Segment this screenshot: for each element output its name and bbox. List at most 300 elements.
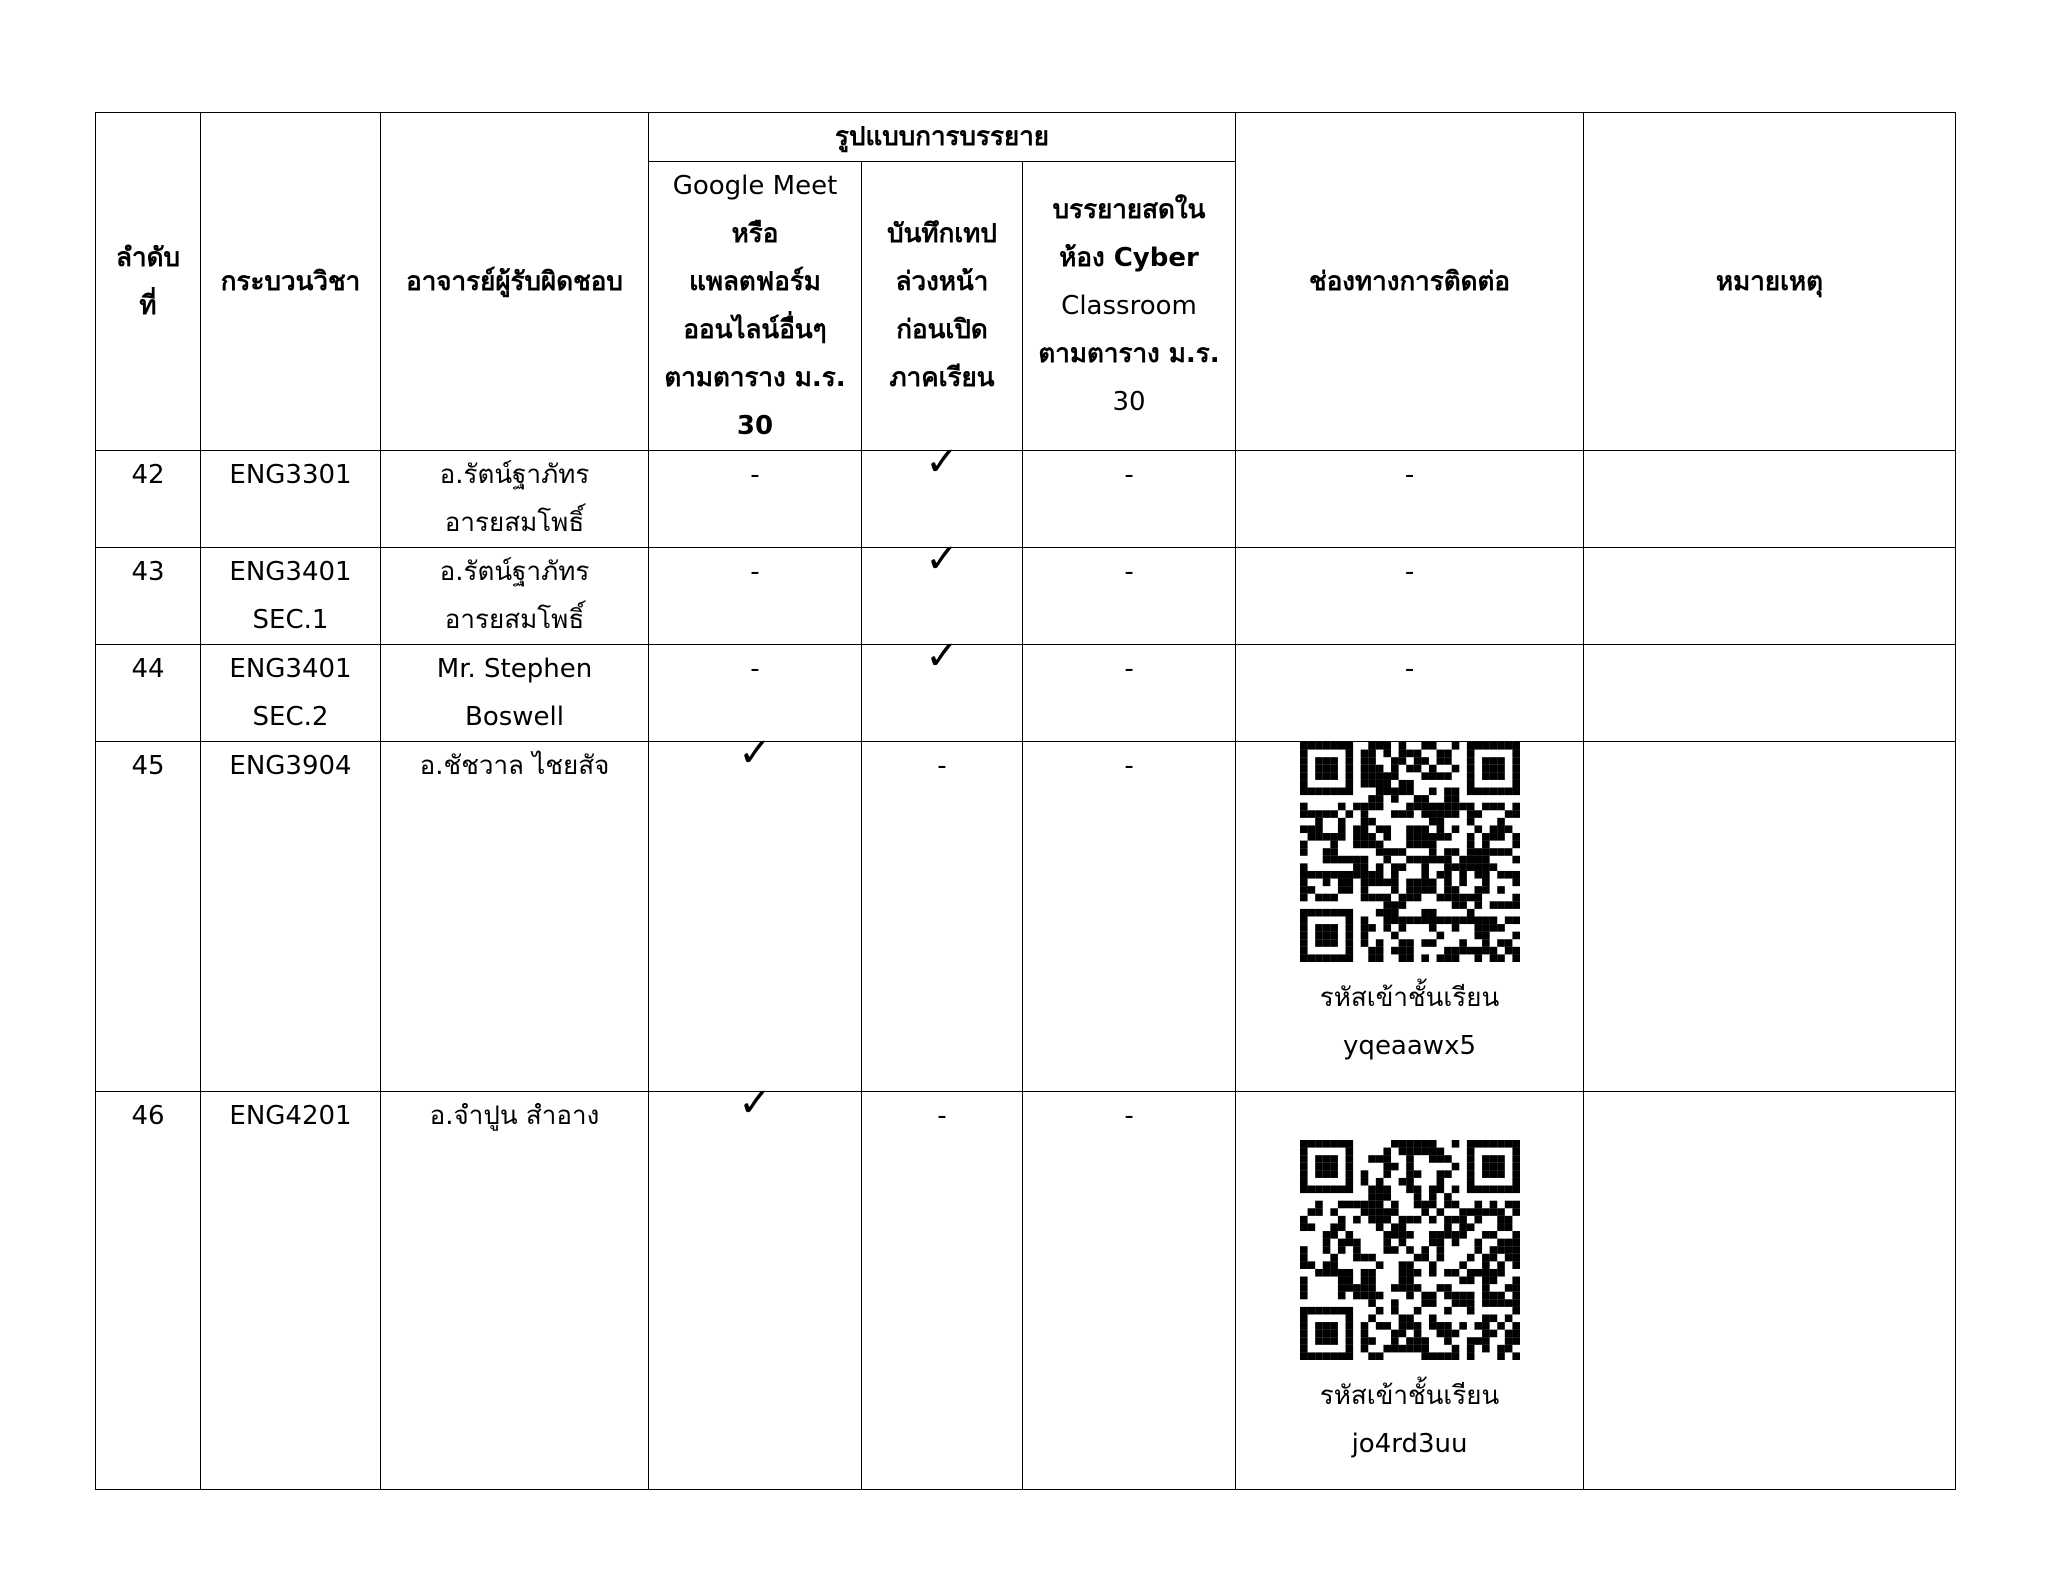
qr-code-icon[interactable] [1300,742,1520,962]
qr-module [1375,780,1383,788]
qr-module [1406,1246,1414,1254]
checkmark-icon: ✓ [925,633,959,679]
qr-module [1300,954,1308,962]
qr-module [1451,1269,1459,1277]
qr-module [1330,1330,1338,1338]
qr-module [1482,765,1490,773]
qr-module [1368,1352,1376,1360]
qr-module [1489,772,1497,780]
qr-module [1330,1186,1338,1194]
qr-module [1474,932,1482,940]
qr-module [1300,1322,1308,1330]
qr-module [1504,788,1512,796]
qr-module [1497,1299,1505,1307]
qr-module [1482,757,1490,765]
qr-module [1451,1239,1459,1247]
qr-module [1459,947,1467,955]
qr-module [1322,1155,1330,1163]
row-contact: - [1236,451,1584,548]
qr-module [1360,841,1368,849]
qr-module [1444,1330,1452,1338]
qr-module [1368,894,1376,902]
qr-module [1368,1269,1376,1277]
qr-module [1512,1186,1520,1194]
qr-module [1451,848,1459,856]
qr-module [1383,1246,1391,1254]
table-row [96,645,1956,742]
qr-module [1504,1345,1512,1353]
qr-module [1474,916,1482,924]
qr-module [1330,1163,1338,1171]
qr-module [1413,1201,1421,1209]
qr-module [1375,939,1383,947]
qr-module [1466,1163,1474,1171]
qr-module [1466,750,1474,758]
qr-module [1482,1231,1490,1239]
qr-module [1489,1254,1497,1262]
row-no: 42 [96,451,201,548]
qr-module [1300,1307,1308,1315]
qr-module [1315,818,1323,826]
qr-module [1375,894,1383,902]
qr-module [1330,1155,1338,1163]
qr-module [1368,1193,1376,1201]
qr-module [1337,1140,1345,1148]
qr-module [1391,772,1399,780]
qr-module [1300,1223,1308,1231]
qr-module [1474,1322,1482,1330]
qr-module [1436,1330,1444,1338]
qr-module [1353,863,1361,871]
qr-module [1482,871,1490,879]
qr-module [1497,742,1505,750]
qr-module [1353,1292,1361,1300]
qr-module [1375,1186,1383,1194]
qr-module [1436,757,1444,765]
qr-module [1444,1307,1452,1315]
qr-module [1345,939,1353,947]
qr-module [1300,742,1308,750]
qr-module [1345,1345,1353,1353]
qr-module [1398,848,1406,856]
qr-module [1307,810,1315,818]
qr-module [1383,916,1391,924]
qr-module [1504,871,1512,879]
checkmark-icon: ✓ [925,536,959,582]
qr-module [1482,1186,1490,1194]
qr-module [1368,1299,1376,1307]
qr-module [1489,1269,1497,1277]
qr-module [1482,1208,1490,1216]
qr-module [1315,1170,1323,1178]
qr-module [1368,1254,1376,1262]
qr-module [1512,1254,1520,1262]
qr-module [1330,1322,1338,1330]
qr-module [1391,932,1399,940]
qr-module [1322,833,1330,841]
qr-module [1322,909,1330,917]
qr-module [1345,1201,1353,1209]
qr-module [1413,879,1421,887]
qr-module [1474,856,1482,864]
qr-module [1300,1337,1308,1345]
qr-module [1444,803,1452,811]
qr-module [1489,788,1497,796]
qr-module [1406,1337,1414,1345]
qr-module [1353,1254,1361,1262]
qr-module [1345,947,1353,955]
qr-module [1451,795,1459,803]
qr-module [1466,1345,1474,1353]
qr-module [1315,1155,1323,1163]
qr-module [1391,1231,1399,1239]
qr-module [1444,833,1452,841]
qr-module [1307,871,1315,879]
qr-module [1300,848,1308,856]
qr-module [1512,1208,1520,1216]
qr-module [1474,1186,1482,1194]
qr-module [1489,1299,1497,1307]
qr-module [1345,1284,1353,1292]
qr-module [1436,1352,1444,1360]
qr-module [1300,765,1308,773]
qr-module [1375,1193,1383,1201]
qr-module [1451,1231,1459,1239]
qr-module [1482,1330,1490,1338]
qr-module [1406,750,1414,758]
qr-module [1489,1330,1497,1338]
qr-module [1398,788,1406,796]
qr-module [1504,848,1512,856]
qr-module [1444,1269,1452,1277]
qr-module [1322,1337,1330,1345]
qr-module [1444,947,1452,955]
qr-module [1345,1239,1353,1247]
qr-module [1512,901,1520,909]
qr-module [1504,810,1512,818]
qr-module [1300,1216,1308,1224]
qr-module [1466,1352,1474,1360]
qr-module [1512,780,1520,788]
qr-module [1451,894,1459,902]
qr-module [1391,1140,1399,1148]
row-notes [1584,1092,1956,1490]
qr-module [1466,1269,1474,1277]
qr-module [1360,924,1368,932]
qr-module [1345,924,1353,932]
qr-module [1428,1314,1436,1322]
qr-module [1398,1216,1406,1224]
qr-module [1322,742,1330,750]
qr-module [1428,924,1436,932]
qr-module [1512,1170,1520,1178]
qr-module [1512,932,1520,940]
qr-module [1353,1284,1361,1292]
qr-module [1482,833,1490,841]
qr-module [1428,1292,1436,1300]
qr-module [1368,1284,1376,1292]
row-recorded [862,439,1023,548]
qr-module [1459,1299,1467,1307]
qr-module [1345,1231,1353,1239]
qr-module [1428,879,1436,887]
qr-module [1428,886,1436,894]
header-recorded [862,162,1023,451]
qr-module [1504,916,1512,924]
qr-module [1489,1246,1497,1254]
qr-module [1375,879,1383,887]
qr-module [1337,1292,1345,1300]
qr-module [1360,1345,1368,1353]
qr-module [1444,772,1452,780]
qr-module [1444,1284,1452,1292]
qr-module [1466,848,1474,856]
qr-module [1315,833,1323,841]
qr-module [1497,1155,1505,1163]
qr-module [1413,765,1421,773]
qr-module [1330,848,1338,856]
qr-module [1322,1186,1330,1194]
qr-module [1322,848,1330,856]
qr-module [1474,825,1482,833]
qr-module [1406,1314,1414,1322]
qr-module [1391,795,1399,803]
qr-module [1383,879,1391,887]
qr-module [1504,1239,1512,1247]
qr-module [1489,901,1497,909]
header-live-line: บรรยายสดใน [1052,195,1206,225]
qr-module [1322,954,1330,962]
qr-module [1345,1314,1353,1322]
qr-module [1421,803,1429,811]
qr-module [1474,894,1482,902]
qr-module [1497,825,1505,833]
qr-module [1406,1170,1414,1178]
qr-module [1421,871,1429,879]
qr-module [1300,780,1308,788]
qr-module [1428,1155,1436,1163]
qr-module [1406,1178,1414,1186]
qr-module [1360,939,1368,947]
qr-module [1368,879,1376,887]
qr-module [1337,909,1345,917]
row-online: - [649,451,862,548]
qr-module [1512,871,1520,879]
qr-module [1466,803,1474,811]
checkmark-icon: ✓ [738,1080,772,1126]
qr-module [1444,1231,1452,1239]
qr-module [1375,1322,1383,1330]
qr-module [1428,810,1436,818]
qr-module [1428,1201,1436,1209]
qr-module [1300,1277,1308,1285]
qr-module [1368,1216,1376,1224]
qr-module [1330,1170,1338,1178]
qr-module [1345,886,1353,894]
qr-module [1406,1277,1414,1285]
qr-module [1512,954,1520,962]
header-live-line: 30 [1112,387,1146,417]
qr-module [1353,1216,1361,1224]
qr-module [1459,1231,1467,1239]
qr-module [1482,1261,1490,1269]
qr-module [1482,742,1490,750]
qr-module [1330,810,1338,818]
qr-module [1474,1216,1482,1224]
qr-module [1368,841,1376,849]
qr-module [1413,795,1421,803]
qr-module [1406,1140,1414,1148]
qr-module [1428,772,1436,780]
qr-module [1436,1155,1444,1163]
qr-module [1368,1155,1376,1163]
course-section: SEC.2 [252,702,329,732]
qr-module [1391,916,1399,924]
qr-module [1489,742,1497,750]
qr-module [1368,954,1376,962]
qr-module [1444,848,1452,856]
qr-module [1421,954,1429,962]
qr-module [1482,1269,1490,1277]
qr-module [1482,1140,1490,1148]
qr-module [1368,757,1376,765]
course-code: ENG3401 [229,654,352,684]
qr-module [1300,1292,1308,1300]
row-live: - [1023,645,1236,742]
qr-module [1466,1186,1474,1194]
qr-module [1489,924,1497,932]
qr-module [1398,1269,1406,1277]
qr-module [1512,1148,1520,1156]
qr-module [1330,765,1338,773]
qr-module [1383,1148,1391,1156]
qr-module [1406,886,1414,894]
qr-module [1375,825,1383,833]
qr-module [1466,765,1474,773]
qr-module [1413,1140,1421,1148]
qr-module [1459,1223,1467,1231]
qr-module [1413,1322,1421,1330]
qr-module [1474,1140,1482,1148]
qr-module [1391,871,1399,879]
qr-module [1413,841,1421,849]
qr-module [1300,909,1308,917]
qr-module [1300,750,1308,758]
qr-module [1330,932,1338,940]
qr-module [1489,848,1497,856]
qr-module [1413,1193,1421,1201]
qr-module [1451,863,1459,871]
qr-module [1482,803,1490,811]
qr-module [1406,1322,1414,1330]
qr-module [1497,1269,1505,1277]
qr-module [1360,886,1368,894]
qr-module [1300,841,1308,849]
qr-module [1330,871,1338,879]
qr-module [1421,833,1429,841]
qr-module [1512,742,1520,750]
qr-module [1444,795,1452,803]
qr-module [1497,924,1505,932]
qr-module [1436,1178,1444,1186]
qr-module [1307,825,1315,833]
qr-module [1360,932,1368,940]
qr-module [1300,1155,1308,1163]
qr-module [1451,825,1459,833]
row-online: - [649,645,862,742]
qr-module [1512,879,1520,887]
qr-module [1345,1322,1353,1330]
qr-module [1428,856,1436,864]
qr-module [1345,780,1353,788]
qr-module [1315,742,1323,750]
qr-module [1322,788,1330,796]
qr-module [1360,1201,1368,1209]
qr-module [1391,1345,1399,1353]
qr-module [1444,1170,1452,1178]
qr-module [1421,841,1429,849]
qr-module [1451,810,1459,818]
qr-module [1512,1261,1520,1269]
qr-module [1428,1231,1436,1239]
qr-module [1504,1284,1512,1292]
qr-module [1466,947,1474,955]
qr-module [1330,788,1338,796]
qr-module [1482,788,1490,796]
qr-module [1368,1292,1376,1300]
qr-module [1466,788,1474,796]
qr-module [1300,1261,1308,1269]
qr-code-icon[interactable] [1300,1140,1520,1360]
qr-module [1345,772,1353,780]
qr-module [1436,772,1444,780]
qr-module [1315,772,1323,780]
qr-module [1353,825,1361,833]
qr-module [1300,886,1308,894]
qr-module [1360,856,1368,864]
qr-module [1482,1345,1490,1353]
qr-module [1444,1155,1452,1163]
qr-module [1406,894,1414,902]
qr-module [1353,803,1361,811]
qr-module [1512,1322,1520,1330]
qr-module [1444,879,1452,887]
qr-module [1337,856,1345,864]
row-recorded [862,633,1023,742]
qr-module [1444,886,1452,894]
qr-module [1489,947,1497,955]
qr-module [1436,750,1444,758]
qr-module [1383,750,1391,758]
qr-module [1421,825,1429,833]
qr-module [1315,954,1323,962]
qr-module [1421,1246,1429,1254]
qr-module [1466,1292,1474,1300]
qr-module [1444,1322,1452,1330]
qr-module [1330,924,1338,932]
qr-module [1482,1170,1490,1178]
qr-module [1482,1299,1490,1307]
qr-module [1322,1246,1330,1254]
qr-module [1315,894,1323,902]
qr-module [1444,954,1452,962]
qr-module [1360,765,1368,773]
qr-module [1391,765,1399,773]
qr-module [1413,894,1421,902]
qr-module [1322,894,1330,902]
qr-module [1466,810,1474,818]
qr-module [1497,1322,1505,1330]
